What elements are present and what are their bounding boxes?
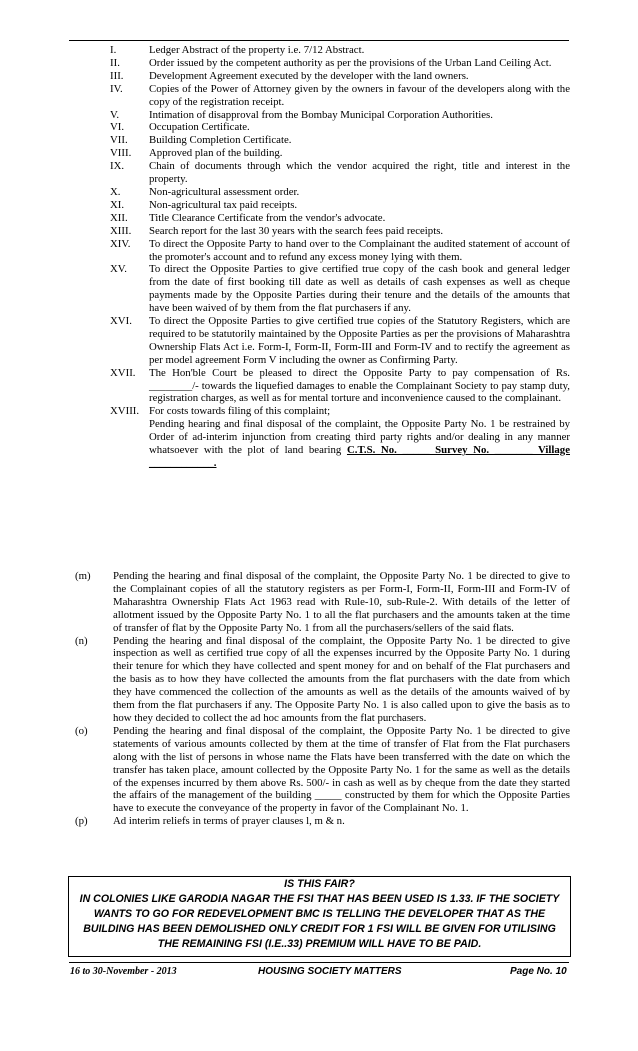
item-text: Search report for the last 30 years with the search fees paid receipts. bbox=[149, 224, 444, 237]
injunction-text: Pending hearing and final disposal of the complaint, the Opposite Party No. 1 be restrained by Order of ad-interim injunction from creating third party rights and/or dealing in any manner whatsoever with the plot of land bearing bbox=[149, 418, 570, 457]
list-item bbox=[110, 121, 570, 134]
clause-label: (m) bbox=[75, 570, 91, 582]
clause-text: Ad interim reliefs in terms of prayer clauses l, m & n. bbox=[113, 815, 345, 828]
roman-list bbox=[110, 44, 570, 470]
item-text: Ledger Abstract of the property i.e. 7/12 Abstract. bbox=[149, 44, 365, 56]
item-text bbox=[149, 405, 570, 470]
box-line: WANTS TO GO FOR REDEVELOPMENT BMC IS TELLING THE DEVELOPER THAT AS THE bbox=[93, 908, 546, 920]
item-number: I. bbox=[110, 44, 117, 56]
item-text: Development Agreement executed by the developer with the land owners. bbox=[149, 69, 469, 82]
clause-label: (o) bbox=[75, 724, 88, 737]
item-text-line bbox=[149, 418, 570, 470]
item-text: Intimation of disapproval from the Bombay Municipal Corporation Authorities. bbox=[149, 108, 493, 121]
item-text: Approved plan of the building. bbox=[149, 147, 283, 160]
item-number: XVIII. bbox=[110, 405, 140, 418]
list-item bbox=[110, 405, 570, 470]
list-item bbox=[110, 225, 570, 238]
item-number: VI. bbox=[110, 121, 125, 134]
item-number: VII. bbox=[110, 134, 128, 147]
clause-item bbox=[75, 570, 570, 635]
list-item bbox=[110, 147, 570, 160]
item-number: IX. bbox=[110, 160, 125, 173]
item-text: Order issued by the competent authority as per the provisions of the Urban Land Ceiling Act. bbox=[149, 56, 552, 69]
clause-list bbox=[75, 570, 570, 828]
property-reference: C.T.S. No. _____ Survey No. _______ Village ____________. bbox=[149, 444, 570, 469]
item-text: To direct the Opposite Parties to give certified true copies of the Statutory Registers, which are required to be statutorily maintained by the Opposite Parties as per the provisions of Maharashtra Ownership Flats Act i.e. Form-I, Form-II, Form-III and Form-IV and to rectify the agreement as per model agreement Form V including the owner as Confirming Party. bbox=[149, 315, 570, 366]
item-text: Copies of the Power of Attorney given by the owners in favour of the developers along with the copy of the registration receipt. bbox=[149, 82, 570, 108]
item-text: To direct the Opposite Party to hand over to the Complainant the audited statement of account of the promoter's account and to refund any excess money lying with them. bbox=[149, 237, 570, 263]
list-item bbox=[110, 160, 570, 186]
clause-label: (n) bbox=[75, 634, 88, 647]
item-text: Building Completion Certificate. bbox=[149, 134, 292, 147]
clause-item bbox=[75, 635, 570, 725]
item-number: XI. bbox=[110, 198, 125, 211]
list-item bbox=[110, 83, 570, 109]
list-item bbox=[110, 109, 570, 122]
item-text: The Hon'ble Court be pleased to direct the Opposite Party to pay compensation of Rs. ________/- towards the liquefied damages to enable the Complainant Society to pay stamp duty, registration charges, as well as for mental torture and inconvenience caused to the complainant. bbox=[149, 366, 570, 405]
clause-text: Pending the hearing and final disposal of the complaint, the Opposite Party No. 1 be directed to give to the Complainant copies of all the statutory registers as per Form-I, Form-II, Form-III and Form-IV of Maharashtra Ownership Flats Act 1963 read with Rule-10, sub-Rule-2. With details of the letter of allotment issued by the Opposite Party No. 1 to all the flat purchasers and the amounts taken at the time of transfer of flat by the Opposite Party No. 1 from all the purchasers/sellers of the said flats. bbox=[113, 570, 570, 634]
clause-item bbox=[75, 815, 570, 828]
item-number: XIV. bbox=[110, 237, 131, 250]
list-item bbox=[110, 212, 570, 225]
clause-label: (p) bbox=[75, 815, 88, 828]
footer-date: 16 to 30-November - 2013 bbox=[70, 966, 177, 977]
box-line: BUILDING HAS BEEN DEMOLISHED ONLY CREDIT FOR 1 FSI WILL BE GIVEN FOR UTILISING bbox=[83, 923, 556, 935]
box-heading: IS THIS FAIR? bbox=[284, 878, 355, 890]
list-item bbox=[110, 263, 570, 315]
footer-page-number: Page No. 10 bbox=[510, 966, 567, 977]
top-rule bbox=[69, 40, 569, 41]
list-item bbox=[110, 199, 570, 212]
list-item bbox=[110, 238, 570, 264]
item-number: VIII. bbox=[110, 147, 132, 160]
is-this-fair-box bbox=[68, 876, 571, 957]
list-item bbox=[110, 315, 570, 367]
footer-rule bbox=[69, 962, 569, 963]
item-number: IV. bbox=[110, 82, 123, 95]
item-number: II. bbox=[110, 56, 120, 69]
item-number: III. bbox=[110, 69, 124, 82]
item-text: Title Clearance Certificate from the vendor's advocate. bbox=[149, 211, 386, 224]
list-item bbox=[110, 44, 570, 57]
footer-publication-title: HOUSING SOCIETY MATTERS bbox=[258, 966, 402, 977]
list-item bbox=[110, 186, 570, 199]
item-text-line: For costs towards filing of this complaint; bbox=[149, 405, 331, 418]
item-number: XVII. bbox=[110, 366, 136, 379]
clause-item bbox=[75, 725, 570, 815]
item-number: XIII. bbox=[110, 224, 132, 237]
item-number: XVI. bbox=[110, 315, 132, 328]
clause-text: Pending the hearing and final disposal of the complaint, the Opposite Party No. 1 be directed to give inspection as well as certified true copy of all the expenses incurred by the Opposite Party No. 1 during their tenure for which they have collected and spent money for and on behalf of the Flat purchasers and the basis as to how they have collected the amounts from the flat purchasers with the date from which they have commenced the collection of the amounts as well as the details of the amounts waived of by them from the flat purchasers if any. The Opposite Party No. 1 is also called upon to give the basis as to how they decided to collect the ad hoc amounts from the flat purchasers. bbox=[113, 634, 570, 724]
item-text: Non-agricultural tax paid receipts. bbox=[149, 198, 298, 211]
list-item bbox=[110, 57, 570, 70]
clause-text: Pending the hearing and final disposal of the complaint, the Opposite Party No. 1 be directed to give statements of various amounts collected by them at the time of transfer of Flat from the Flat purchasers along with the list of persons in whose name the Flats have been transferred with the date on which the transfer has taken place, amount collected by the Opposite Party No. 1 for the same as well as the details of the expenses incurred by them above Rs. 500/- in cash as well as by cheque from the date they started the affairs of the management of the building _____ constructed by them for which the Opposite Parties have to execute the conveyance of the property in favor of the Complainant No. 1. bbox=[113, 724, 570, 815]
item-text: Occupation Certificate. bbox=[149, 121, 250, 134]
item-number: XV. bbox=[110, 263, 127, 276]
item-number: XII. bbox=[110, 211, 128, 224]
box-line: IN COLONIES LIKE GARODIA NAGAR THE FSI THAT HAS BEEN USED IS 1.33. IF THE SOCIETY bbox=[79, 893, 560, 905]
item-number: X. bbox=[110, 185, 121, 198]
list-item bbox=[110, 70, 570, 83]
list-item bbox=[110, 134, 570, 147]
item-text: To direct the Opposite Parties to give certified true copy of the cash book and general ledger from the date of first booking till date as well as details of cash expenses as well as cheque payments made by the Opposite Parties during their tenure and the details of the amounts that have been waived of by them from the flat purchasers if any. bbox=[149, 263, 570, 315]
box-line: THE REMAINING FSI (I.E..33) PREMIUM WILL HAVE TO BE PAID. bbox=[157, 938, 482, 950]
item-text: Chain of documents through which the vendor acquired the right, title and interest in the property. bbox=[149, 160, 570, 186]
item-number: V. bbox=[110, 108, 120, 121]
list-item bbox=[110, 367, 570, 406]
item-text: Non-agricultural assessment order. bbox=[149, 185, 300, 198]
